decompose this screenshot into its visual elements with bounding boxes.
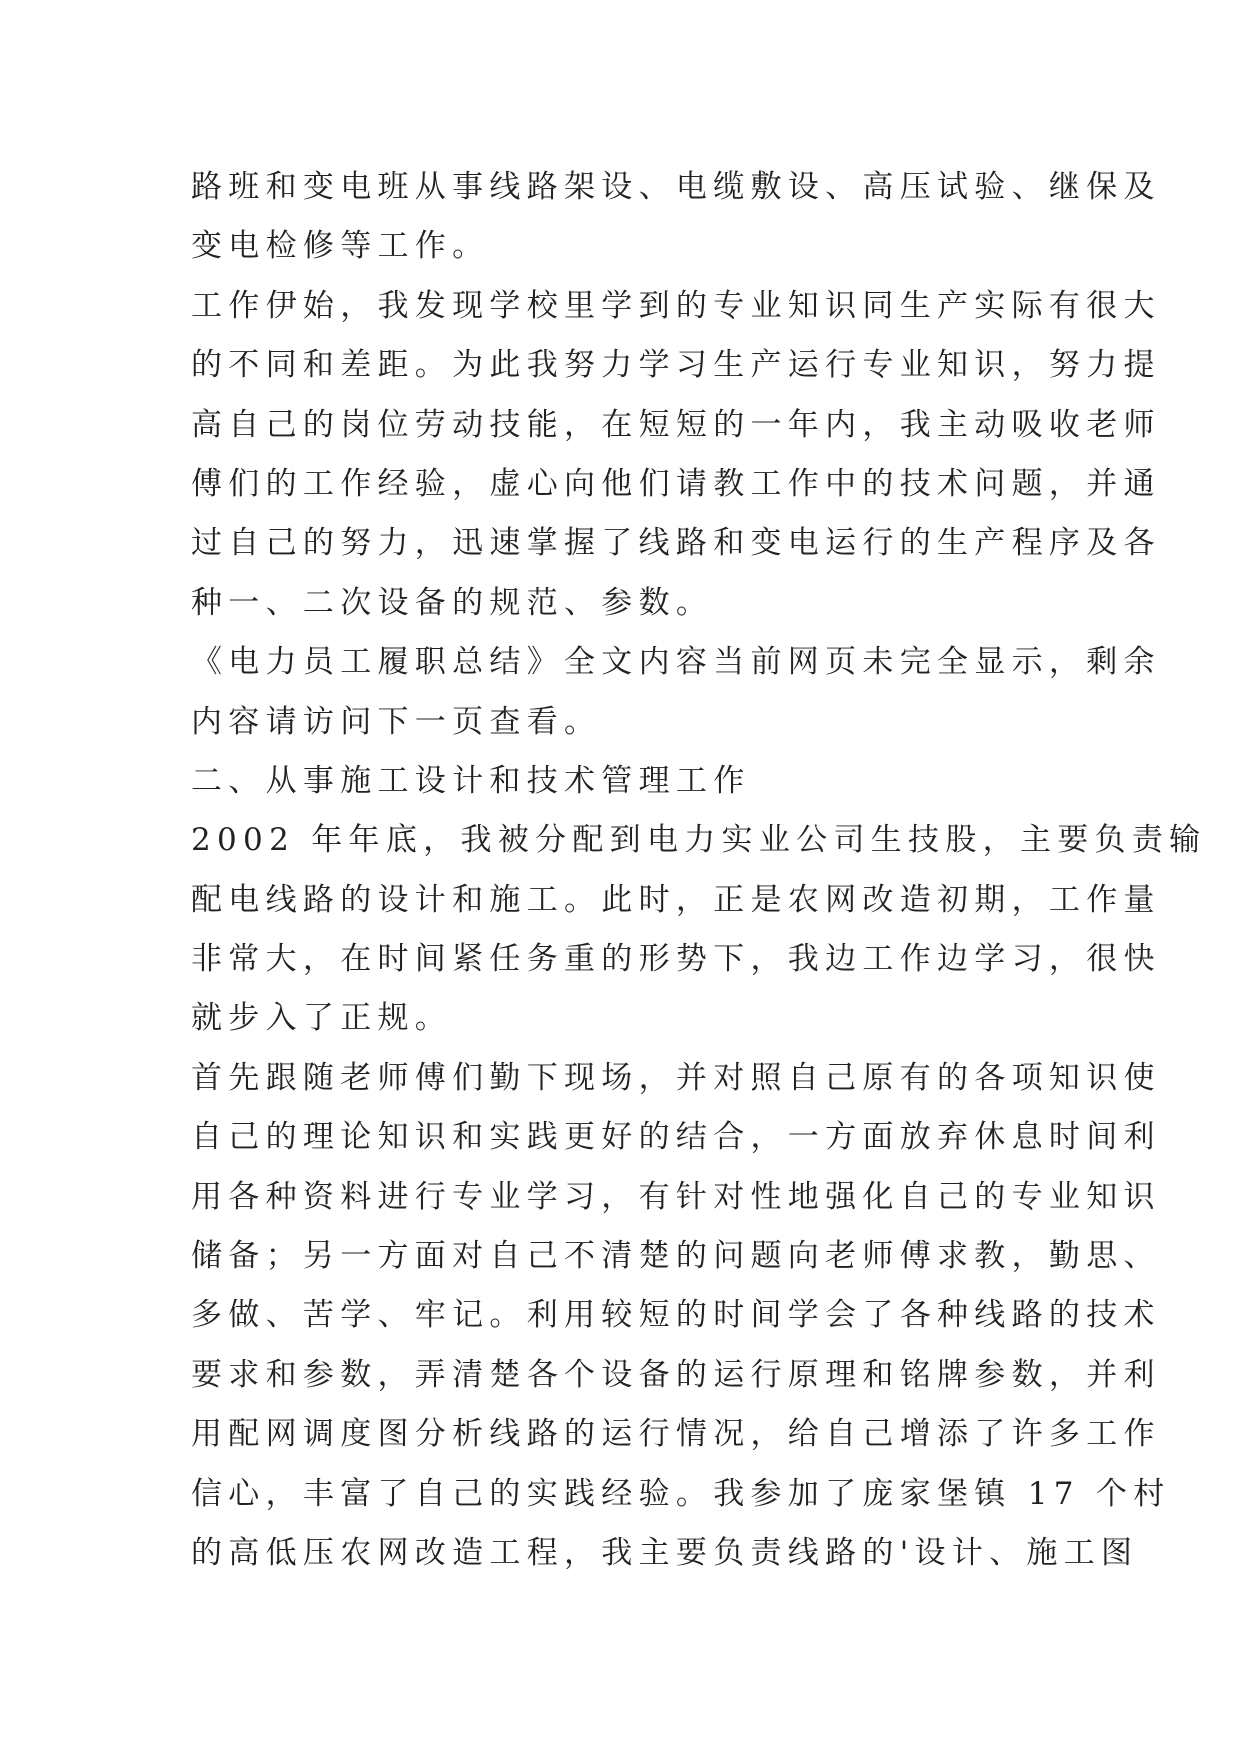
text-line: 用各种资料进行专业学习，有针对性地强化自己的专业知识 — [191, 1178, 1161, 1215]
text-line: 非常大，在时间紧任务重的形势下，我边工作边学习，很快 — [191, 941, 1161, 978]
text-line: 变电检修等工作。 — [191, 228, 490, 265]
text-line: 多做、苦学、牢记。利用较短的时间学会了各种线路的技术 — [191, 1297, 1161, 1334]
text-line: 用配网调度图分析线路的运行情况，给自己增添了许多工作 — [191, 1416, 1161, 1453]
text-line: 的高低压农网改造工程，我主要负责线路的'设计、施工图 — [191, 1534, 1139, 1571]
text-line: 首先跟随老师傅们勤下现场，并对照自己原有的各项知识使 — [191, 1059, 1161, 1096]
text-line: 种一、二次设备的规范、参数。 — [191, 584, 714, 621]
text-line: 要求和参数，弄清楚各个设备的运行原理和铭牌参数，并利 — [191, 1356, 1161, 1393]
text-line: 就步入了正规。 — [191, 1000, 453, 1037]
text-line: 高自己的岗位劳动技能，在短短的一年内，我主动吸收老师 — [191, 406, 1161, 443]
continuation-notice: 内容请访问下一页查看。 — [191, 703, 602, 740]
text-line: 傅们的工作经验，虚心向他们请教工作中的技术问题，并通 — [191, 465, 1161, 502]
text-line: 路班和变电班从事线路架设、电缆敷设、高压试验、继保及 — [191, 169, 1161, 205]
text-line: 储备；另一方面对自己不清楚的问题向老师傅求教，勤思、 — [191, 1238, 1161, 1275]
continuation-notice: 《电力员工履职总结》全文内容当前网页未完全显示，剩余 — [191, 644, 1161, 681]
section-heading: 二、从事施工设计和技术管理工作 — [191, 762, 751, 799]
document-body — [191, 158, 1207, 1583]
text-line: 自己的理论知识和实践更好的结合，一方面放弃休息时间利 — [191, 1119, 1161, 1156]
text-line: 工作伊始，我发现学校里学到的专业知识同生产实际有很大 — [191, 287, 1161, 324]
text-line: 信心，丰富了自己的实践经验。我参加了庞家堡镇 17 个村 — [191, 1475, 1171, 1512]
text-line: 的不同和差距。为此我努力学习生产运行专业知识，努力提 — [191, 347, 1161, 384]
text-line: 配电线路的设计和施工。此时，正是农网改造初期，工作量 — [191, 881, 1161, 918]
text-line: 过自己的努力，迅速掌握了线路和变电运行的生产程序及各 — [191, 525, 1161, 562]
text-line: 2002 年年底，我被分配到电力实业公司生技股，主要负责输 — [191, 822, 1207, 859]
